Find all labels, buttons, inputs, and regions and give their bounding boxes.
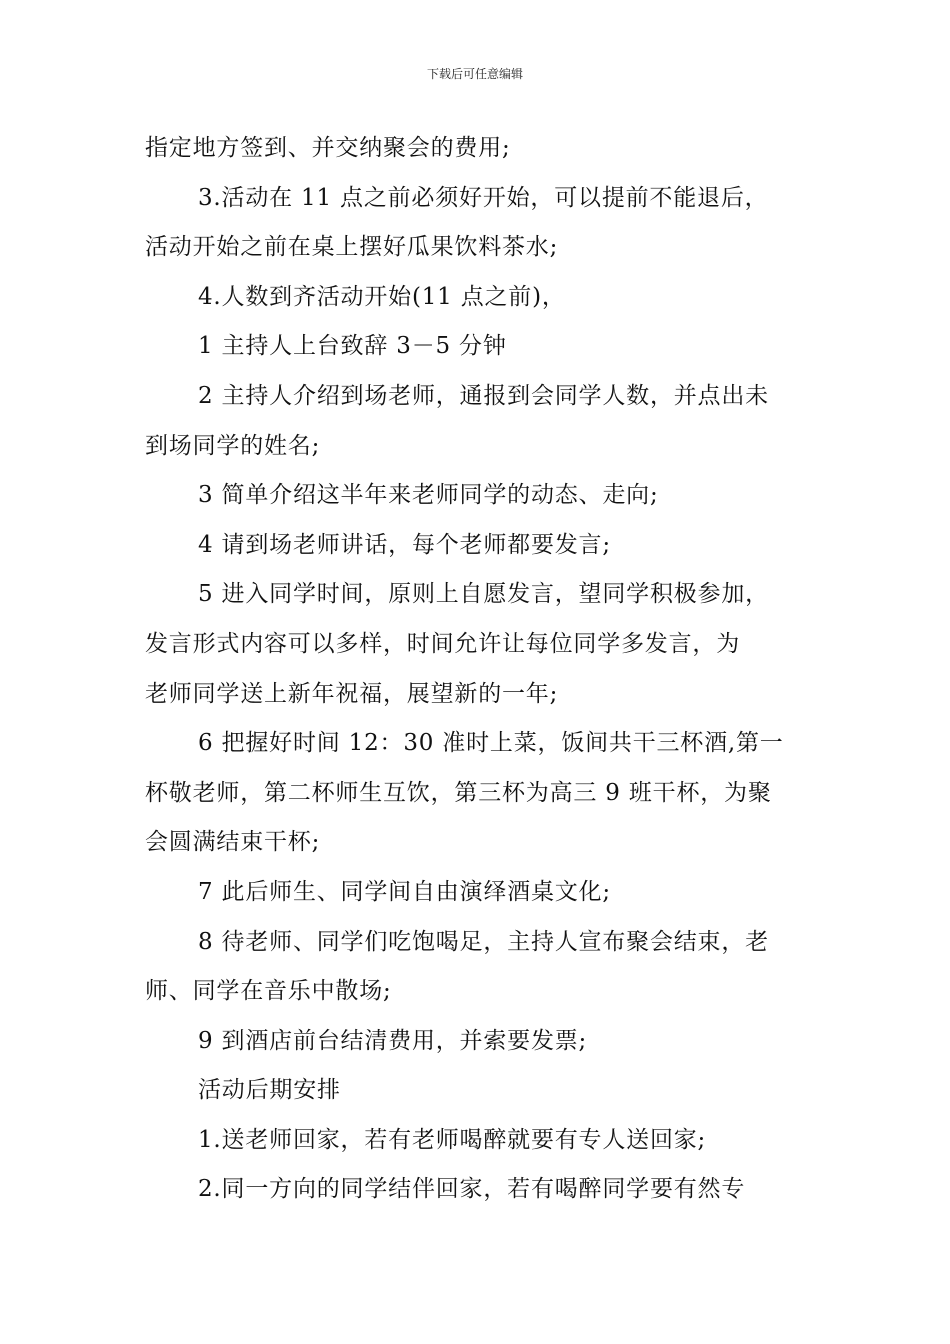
text-line: 6 把握好时间 12：30 准时上菜，饭间共干三杯酒,第一 (198, 730, 784, 757)
text-line: 师、同学在音乐中散场; (145, 978, 392, 1005)
text-line: 4.人数到齐活动开始(11 点之前)， (198, 283, 566, 310)
text-line: 到场同学的姓名; (145, 432, 321, 459)
text-line: 指定地方签到、并交纳聚会的费用; (145, 135, 511, 161)
text-line: 9 到酒店前台结清费用，并索要发票; (198, 1027, 588, 1054)
text-line: 老师同学送上新年祝福，展望新的一年; (145, 680, 559, 707)
text-line: 杯敬老师，第二杯师生互饮，第三杯为高三 9 班干杯，为聚 (145, 779, 772, 806)
text-line: 5 进入同学时间，原则上自愿发言，望同学积极参加， (198, 581, 769, 608)
text-line: 会圆满结束干杯; (145, 829, 321, 856)
text-line: 1.送老师回家，若有老师喝醉就要有专人送回家; (198, 1126, 707, 1153)
text-line: 发言形式内容可以多样，时间允许让每位同学多发言，为 (145, 630, 740, 657)
text-line: 活动开始之前在桌上摆好瓜果饮料茶水; (145, 234, 559, 261)
text-line: 1 主持人上台致辞 3－5 分钟 (198, 333, 507, 360)
document-body (145, 128, 813, 1219)
text-line: 8 待老师、同学们吃饱喝足，主持人宣布聚会结束，老 (198, 928, 769, 955)
text-line: 2 主持人介绍到场老师，通报到会同学人数，并点出未 (198, 382, 769, 409)
text-line: 3 简单介绍这半年来老师同学的动态、走向; (198, 482, 659, 509)
text-line: 4 请到场老师讲话，每个老师都要发言; (198, 531, 611, 558)
text-line: 3.活动在 11 点之前必须好开始，可以提前不能退后， (198, 184, 769, 211)
text-line: 2.同一方向的同学结伴回家，若有喝醉同学要有然专 (198, 1176, 746, 1203)
page-header: 下载后可任意编辑 (426, 67, 523, 81)
text-line: 7 此后师生、同学间自由演绎酒桌文化; (198, 878, 611, 905)
section-heading: 活动后期安排 (198, 1077, 341, 1104)
